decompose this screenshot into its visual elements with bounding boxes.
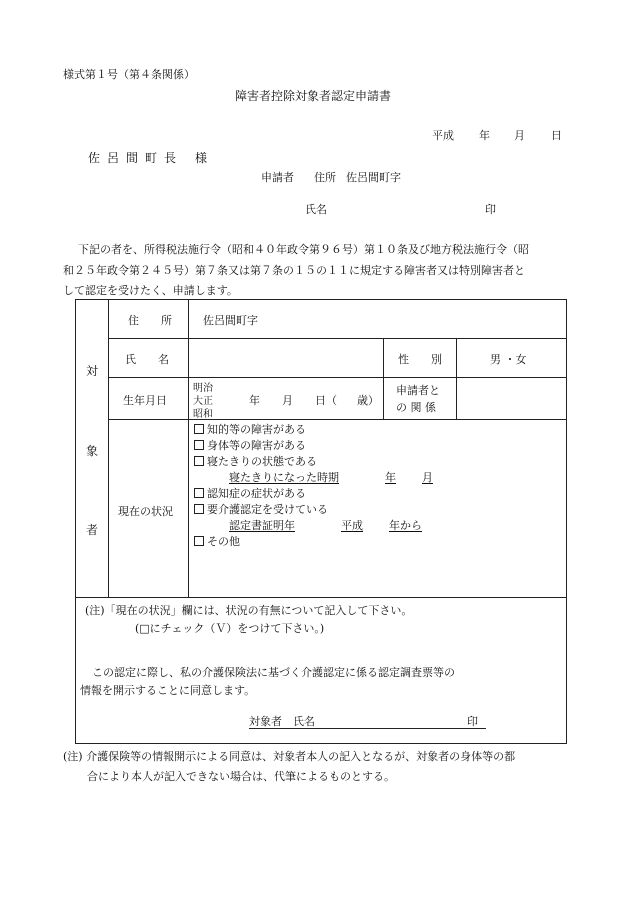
applicant-seal: 印 bbox=[485, 203, 496, 216]
table-note-1: (注)「現在の状況」欄には、状況の有無について記入して下さい。 bbox=[85, 604, 413, 617]
era-showa[interactable]: 昭和 bbox=[193, 409, 213, 420]
date-era: 平成 bbox=[432, 129, 454, 142]
birth-day: 日（ bbox=[315, 394, 337, 407]
name-label: 氏 名 bbox=[125, 353, 169, 366]
table-note-2: (□にチェック（Ｖ）をつけて下さい。) bbox=[135, 622, 325, 635]
birth-year: 年 bbox=[249, 394, 260, 407]
relation-label-1: 申請者と bbox=[396, 384, 440, 397]
addressee: 佐呂間町長 bbox=[88, 151, 184, 165]
footer-note-2: 合により本人が記入できない場合は、代筆によるものとする。 bbox=[87, 770, 395, 783]
intro-line-2: 和２５年政令第２４５号）第７条又は第７条の１５の１１に規定する障害者又は特別障害者と bbox=[63, 264, 525, 277]
footer-note-1: (注) 介護保険等の情報開示による同意は、対象者本人の記入となるが、対象者の身体等の都 bbox=[63, 750, 516, 763]
status-bedridden[interactable]: 寝たきりの状態である bbox=[194, 453, 317, 469]
era-meiji[interactable]: 明治 bbox=[193, 383, 213, 394]
certificate-period: 認定書証明年 平成 年から bbox=[229, 519, 422, 532]
birth-label: 生年月日 bbox=[123, 394, 167, 407]
date-year: 年 bbox=[479, 129, 490, 142]
applicant-name-label: 氏名 bbox=[305, 203, 327, 216]
status-care[interactable]: 要介護認定を受けている bbox=[194, 501, 328, 517]
checkbox-icon[interactable] bbox=[194, 504, 204, 514]
applicant-address-value: 佐呂間町字 bbox=[346, 171, 401, 184]
consent-seal: 印 bbox=[467, 715, 478, 728]
side-label-2: 象 bbox=[86, 444, 99, 458]
form-number: 様式第１号（第４条関係） bbox=[63, 68, 195, 81]
side-label-1: 対 bbox=[86, 364, 99, 378]
consent-signature[interactable]: 対象者 氏名 bbox=[249, 713, 486, 729]
name-field[interactable] bbox=[189, 339, 382, 376]
applicant-label: 申請者 bbox=[261, 171, 294, 184]
checkbox-icon[interactable] bbox=[194, 424, 204, 434]
birth-age: 歳） bbox=[357, 394, 379, 407]
checkbox-icon[interactable] bbox=[194, 440, 204, 450]
status-label: 現在の状況 bbox=[118, 505, 173, 518]
address-label: 住 所 bbox=[128, 314, 172, 327]
status-dementia[interactable]: 認知症の症状がある bbox=[194, 485, 306, 501]
checkbox-icon[interactable] bbox=[194, 488, 204, 498]
applicant-address-label: 住所 bbox=[314, 171, 336, 184]
date-day: 日 bbox=[551, 129, 562, 142]
status-intellectual[interactable]: 知的等の障害がある bbox=[194, 421, 306, 437]
checkbox-icon[interactable] bbox=[194, 536, 204, 546]
address-value: 佐呂間町字 bbox=[203, 314, 258, 327]
side-label-3: 者 bbox=[86, 523, 99, 537]
bedridden-period: 寝たきりになった時期 年 月 bbox=[229, 471, 433, 484]
birth-month: 月 bbox=[282, 394, 293, 407]
relation-label-2: の 関 係 bbox=[396, 401, 436, 414]
status-physical[interactable]: 身体等の障害がある bbox=[194, 437, 306, 453]
status-other[interactable]: その他 bbox=[194, 533, 240, 549]
gender-value[interactable]: 男 ・女 bbox=[490, 353, 527, 366]
date-month: 月 bbox=[514, 129, 525, 142]
consent-line-1: この認定に際し、私の介護保険法に基づく介護認定に係る認定調査票等の bbox=[92, 666, 455, 679]
addressee-suffix: 様 bbox=[195, 151, 208, 165]
era-taisho[interactable]: 大正 bbox=[193, 396, 213, 407]
checkbox-icon[interactable] bbox=[194, 456, 204, 466]
form-title: 障害者控除対象者認定申請書 bbox=[235, 89, 392, 103]
intro-line-1: 下記の者を、所得税法施行令（昭和４０年政令第９６号）第１０条及び地方税法施行令（昭 bbox=[78, 243, 529, 256]
gender-label: 性 別 bbox=[398, 353, 442, 366]
intro-line-3: して認定を受けたく、申請します。 bbox=[63, 284, 238, 297]
consent-line-2: 情報を開示することに同意します。 bbox=[80, 684, 256, 697]
